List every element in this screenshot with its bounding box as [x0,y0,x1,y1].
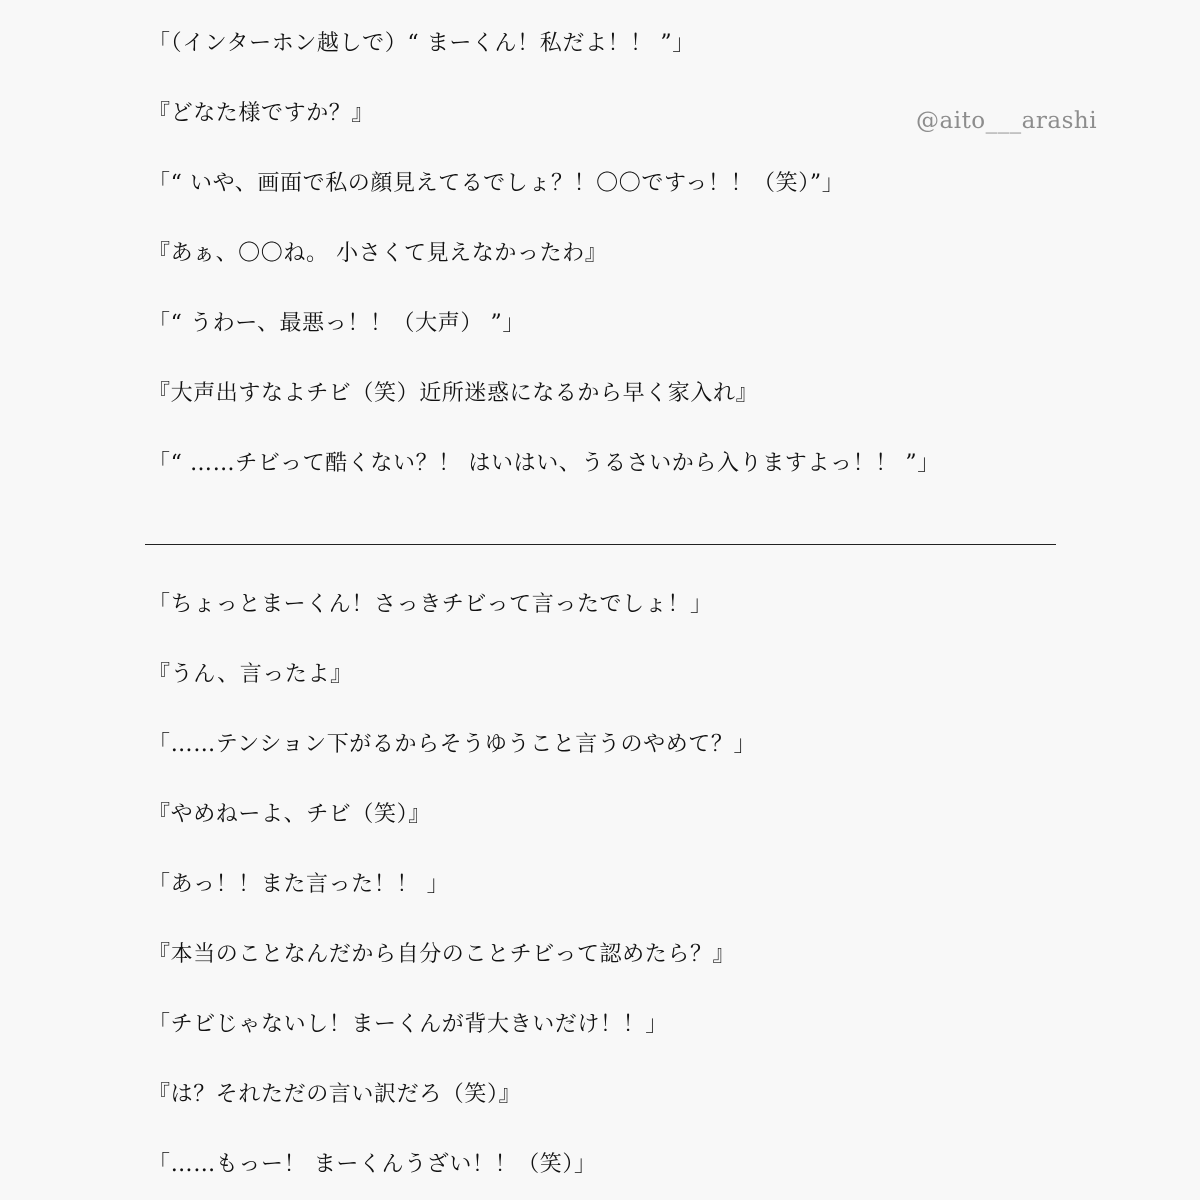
dialogue-line: 「あっ！！また言った！！ 」 [148,872,450,897]
dialogue-line: 『本当のことなんだから自分のことチビって認めたら？』 [148,942,736,967]
dialogue-line: 「（インターホン越しで）“ まーくん！私だよ！！ ”」 [148,31,695,56]
dialogue-line: 『大声出すなよチビ（笑）近所迷惑になるから早く家入れ』 [148,381,759,406]
dialogue-line: 「……テンション下がるからそうゆうこと言うのやめて？」 [148,732,757,757]
dialogue-line: 「“ いや、画面で私の顔見えてるでしょ？！〇〇ですっ！！（笑）”」 [148,171,845,196]
dialogue-line: 「チビじゃないし！まーくんが背大きいだけ！！」 [148,1012,668,1037]
dialogue-line: 「ちょっとまーくん！さっきチビって言ったでしょ！」 [148,592,713,617]
dialogue-line: 『やめねーよ、チビ（笑）』 [148,802,431,827]
dialogue-line: 『うん、言ったよ』 [148,662,353,687]
dialogue-line: 「……もっー！ まーくんうざい！！（笑）」 [148,1152,597,1177]
dialogue-line: 『あぁ、〇〇ね。 小さくて見えなかったわ』 [148,241,608,266]
dialogue-line: 「“ ……チビって酷くない？！ はいはい、うるさいから入りますよっ！！ ”」 [148,451,940,476]
dialogue-line: 「“ うわー、最悪っ！！（大声） ”」 [148,311,526,336]
watermark: @aito___arashi [916,108,1098,134]
dialogue-line: 『どなた様ですか？』 [148,101,375,126]
dialogue-line: 『は？それただの言い訳だろ（笑）』 [148,1082,522,1107]
